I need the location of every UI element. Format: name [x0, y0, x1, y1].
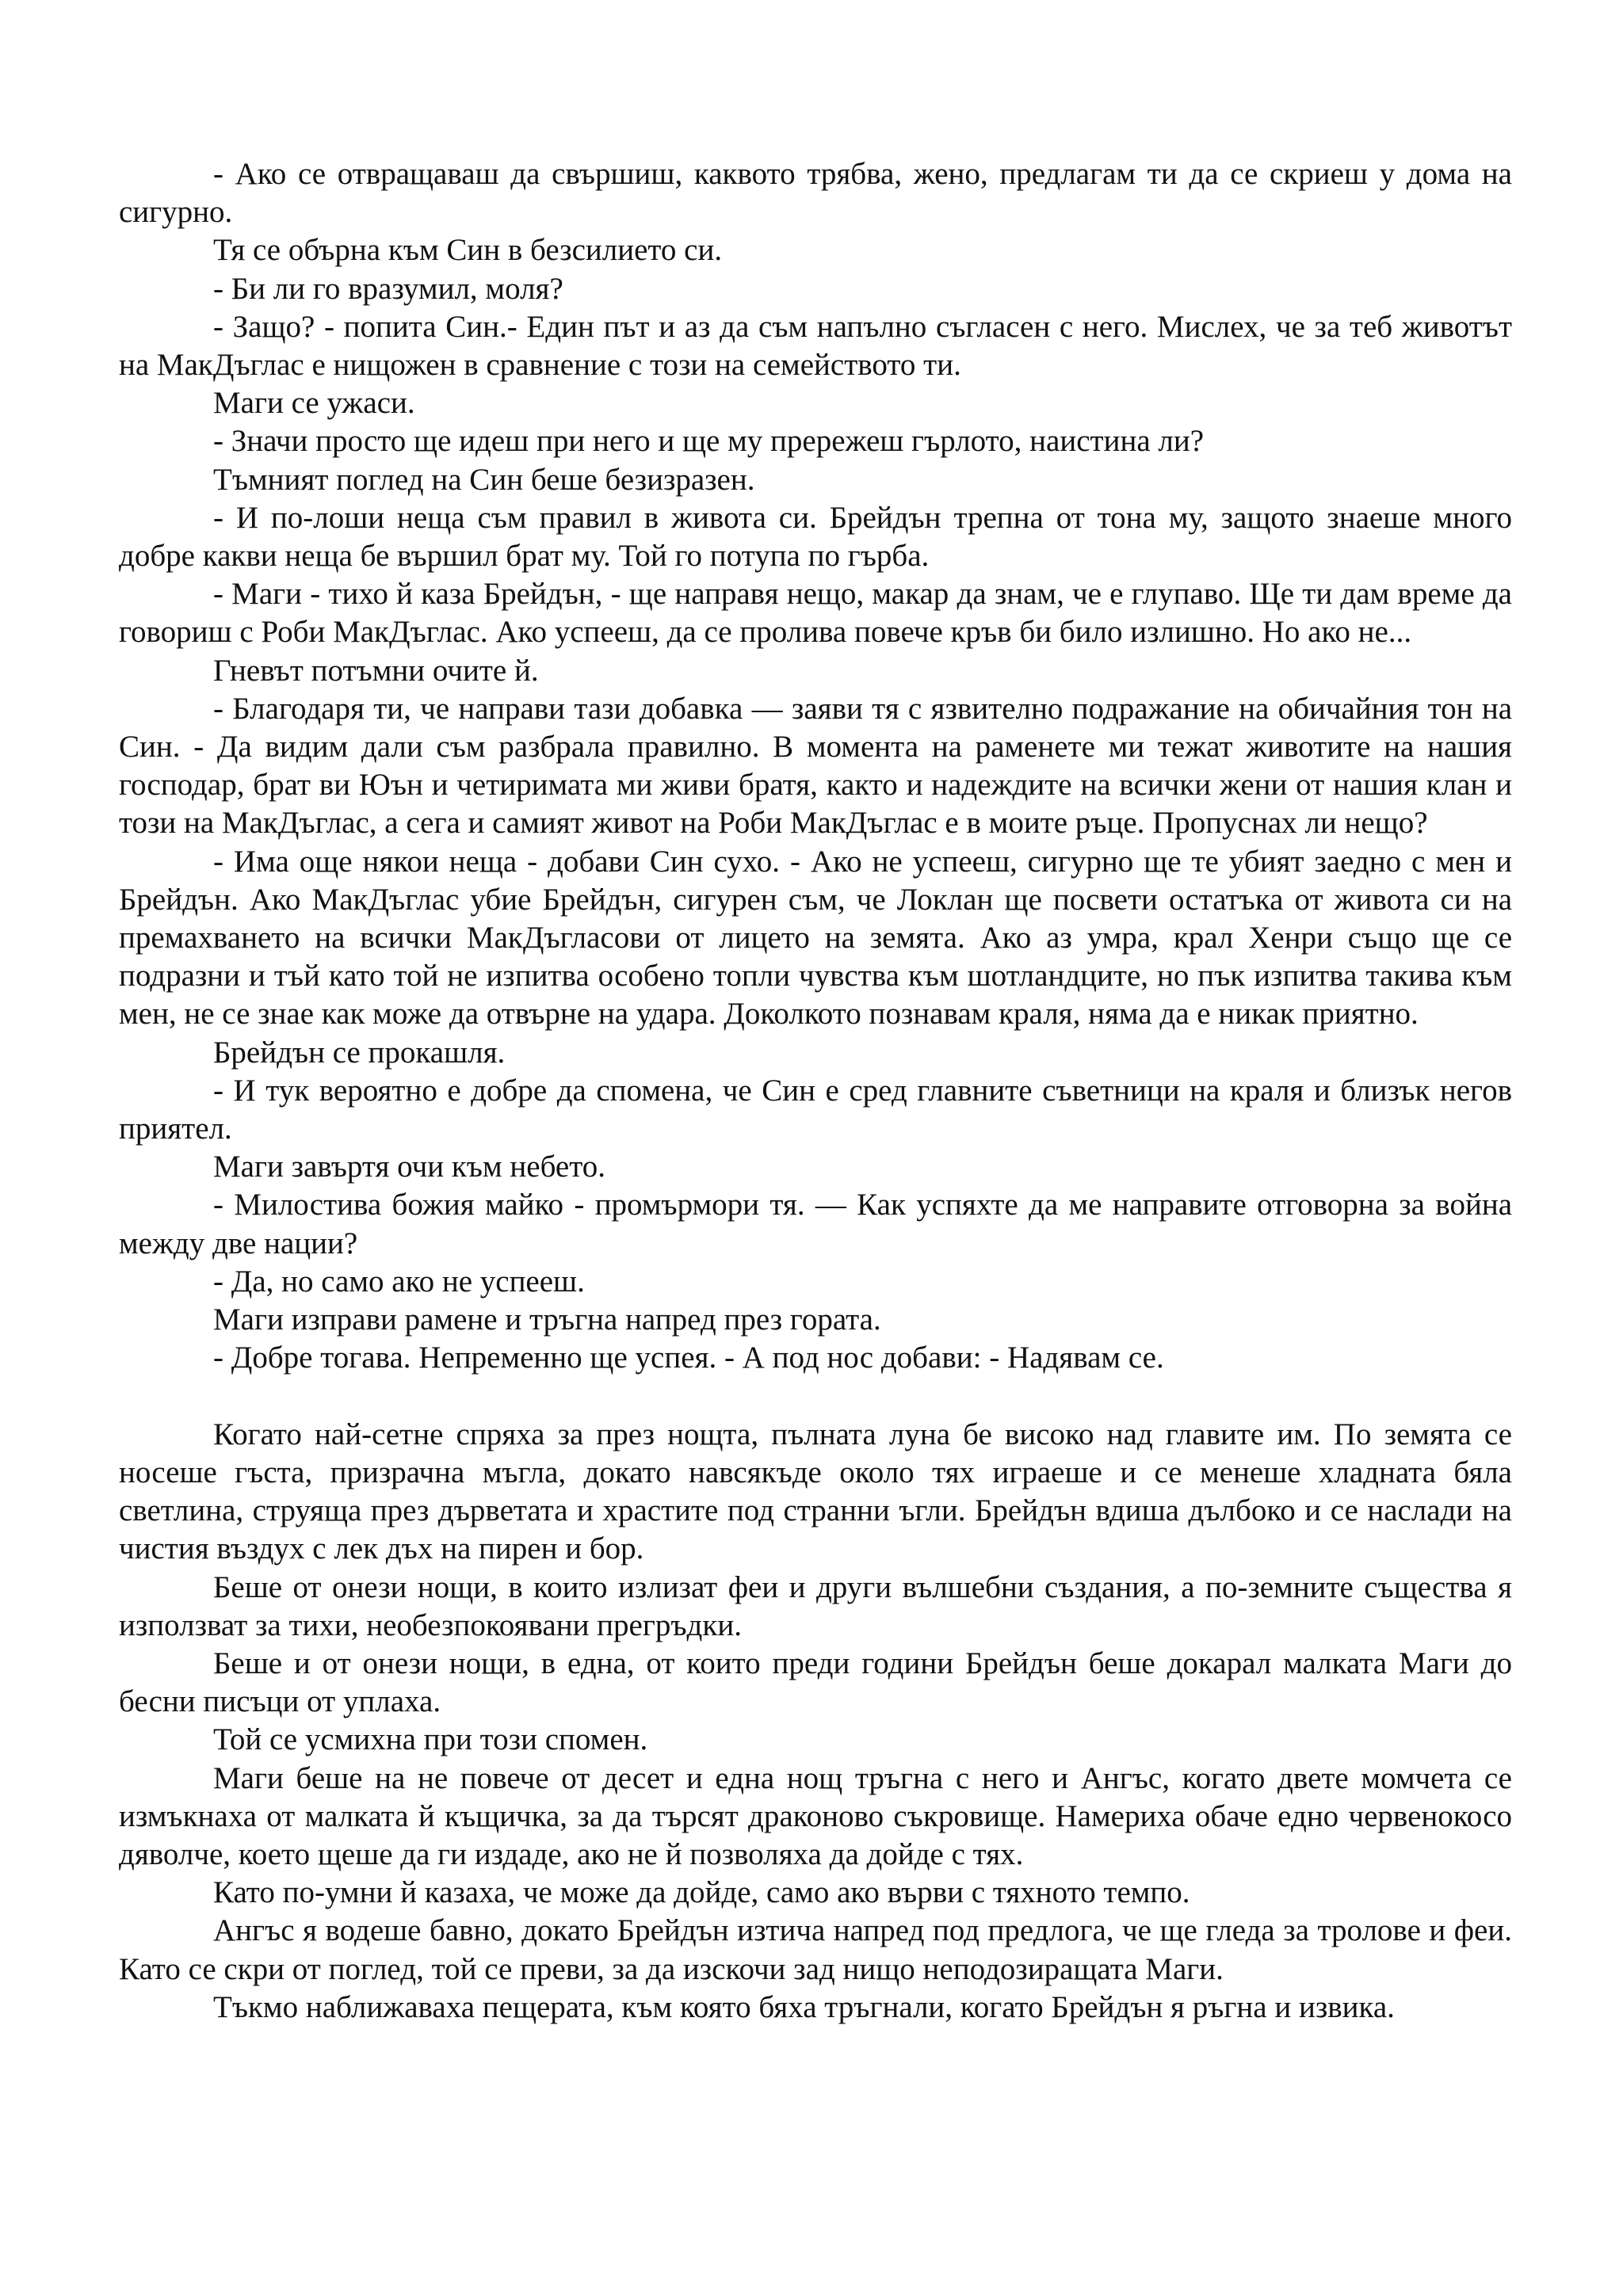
paragraph: - Милостива божия майко - промърмори тя. — Как успяхте да ме направите отговорна за война между две нации?	[119, 1188, 1512, 1261]
paragraph: - Добре тогава. Непременно ще успея. - А под нос добави: - Надявам се.	[213, 1341, 1164, 1375]
paragraph: Беше от онези нощи, в които излизат феи и други вълшебни създания, а по-земните същества я използват за тихи, необезпокоявани прегръдки.	[119, 1569, 1512, 1642]
document-page	[119, 155, 1512, 2027]
paragraph: Маги беше на не повече от десет и една нощ тръгна с него и Ангъс, когато двете момчета се измъкнаха от малката й къщичка, за да търсят драконово съкровище. Намериха обаче едно червенокосо дяволче, което щеше да ги издаде, ако не й позволяха да дойде с тях.	[119, 1760, 1512, 1871]
paragraph: - Защо? - попита Син.- Един път и аз да съм напълно съгласен с него. Мислех, че за теб животът на МакДъглас е нищожен в сравнение с този на семейството ти.	[119, 309, 1512, 383]
paragraph: - Значи просто ще идеш при него и ще му прережеш гърлото, наистина ли?	[213, 424, 1205, 459]
paragraph: - Маги - тихо й каза Брейдън, - ще направя нещо, макар да знам, че е глупаво. Ще ти дам време да говориш с Роби МакДъглас. Ако успееш, да се пролива повече кръв би било излишно. Но ако не...	[119, 577, 1512, 650]
paragraph: - Ако се отвращаваш да свършиш, каквото трябва, жено, предлагам ти да се скриеш у дома на сигурно.	[119, 157, 1512, 230]
paragraph: Брейдън се прокашля.	[213, 1035, 506, 1070]
paragraph: - И тук вероятно е добре да спомена, че Син е сред главните съветници на краля и близък негов приятел.	[119, 1073, 1512, 1146]
section-break	[119, 1378, 1512, 1416]
paragraph: Ангъс я водеше бавно, докато Брейдън изтича напред под предлога, че ще гледа за тролове и феи. Като се скри от поглед, той се преви, за да изскочи зад нищо неподозиращата Маги.	[119, 1913, 1512, 1986]
paragraph: - И по-лоши неща съм правил в живота си. Брейдън трепна от тона му, защото знаеше много добре какви неща бе вършил брат му. Той го потупа по гърба.	[119, 500, 1512, 574]
paragraph: - Има още някои неща - добави Син сухо. - Ако не успееш, сигурно ще те убият заедно с мен и Брейдън. Ако МакДъглас убие Брейдън, сигурен съм, че Локлан ще посвети остатъка от живота си на премахването на всички МакДъгласови от лицето на земята. Ако аз умра, крал Хенри също ще се подразни и тъй като той не изпитва особено топли чувства към шотландците, но пък изпитва такива към мен, не се знае как може да отвърне на удара. Доколкото познавам краля, няма да е никак приятно.	[119, 844, 1512, 1032]
paragraph: Гневът потъмни очите й.	[213, 653, 539, 688]
paragraph: - Да, но само ако не успееш.	[213, 1264, 585, 1299]
paragraph: Маги се ужаси.	[213, 386, 415, 421]
paragraph: - Би ли го вразумил, моля?	[213, 271, 563, 306]
paragraph: Когато най-сетне спряха за през нощта, пълната луна бе високо над главите им. По земята се носеше гъста, призрачна мъгла, докато навсякъде около тях играеше и се менеше хладната бяла светлина, струяща през дърветата и храстите под странни ъгли. Брейдън вдиша дълбоко и се наслади на чистия въздух с лек дъх на пирен и бор.	[119, 1417, 1512, 1566]
paragraph: Маги изправи рамене и тръгна напред през гората.	[213, 1302, 881, 1337]
paragraph: Като по-умни й казаха, че може да дойде, само ако върви с тяхното темпо.	[213, 1875, 1190, 1910]
paragraph: Беше и от онези нощи, в една, от които преди години Брейдън беше докарал малката Маги до бесни писъци от уплаха.	[119, 1646, 1512, 1719]
paragraph: Маги завъртя очи към небето.	[213, 1150, 606, 1184]
paragraph: - Благодаря ти, че направи тази добавка — заяви тя с язвително подражание на обичайния тон на Син. - Да видим дали съм разбрала правилно. В момента на раменете ми тежат животите на нашия господар, брат ви Юън и четиримата ми живи братя, както и надеждите на всички жени от нашия клан и този на МакДъглас, а сега и самият живот на Роби МакДъглас е в моите ръце. Пропуснах ли нещо?	[119, 691, 1512, 841]
paragraph: Тъкмо наближаваха пещерата, към която бяха тръгнали, когато Брейдън я ръгна и извика.	[213, 1989, 1395, 2024]
paragraph: Той се усмихна при този спомен.	[213, 1722, 648, 1757]
paragraph: Тъмният поглед на Син беше безизразен.	[213, 462, 755, 497]
paragraph: Тя се обърна към Син в безсилието си.	[213, 233, 723, 268]
